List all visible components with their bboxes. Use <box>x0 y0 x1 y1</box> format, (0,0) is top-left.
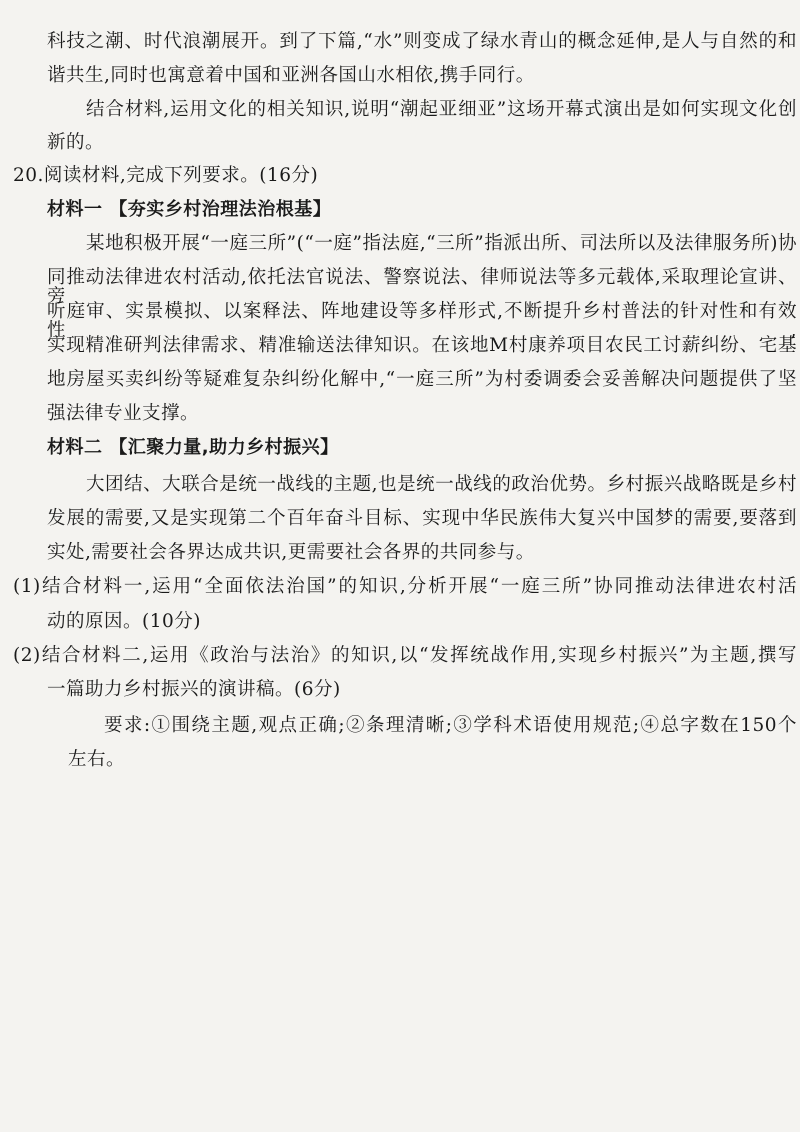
material-one-line-5: 地房屋买卖纠纷等疑难复杂纠纷化解中,“一庭三所”为村委调委会妥善解决问题提供了坚 <box>47 369 797 390</box>
material-one-line-2: 同推动法律进农村活动,依托法官说法、警察说法、律师说法等多元载体,采取理论宣讲、旁 <box>47 267 797 307</box>
subquestion-1-line-2: 动的原因。(10分) <box>47 611 201 632</box>
material-two-line-2: 发展的需要,又是实现第二个百年奋斗目标、实现中华民族伟大复兴中国梦的需要,要落到 <box>47 508 797 529</box>
question-prompt-line-1: 结合材料,运用文化的相关知识,说明“潮起亚细亚”这场开幕式演出是如何实现文化创 <box>86 99 797 120</box>
material-one-line-6: 强法律专业支撑。 <box>47 403 200 424</box>
material-one-line-3: 听庭审、实景模拟、以案释法、阵地建设等多样形式,不断提升乡村普法的针对性和有效性, <box>47 301 797 341</box>
material-two-line-3: 实处,需要社会各界达成共识,更需要社会各界的共同参与。 <box>47 542 535 563</box>
material-two-title: 材料二 【汇聚力量,助力乡村振兴】 <box>47 437 339 458</box>
subquestion-2-line-1: (2)结合材料二,运用《政治与法治》的知识,以“发挥统战作用,实现乡村振兴”为主题,撰写 <box>13 645 797 666</box>
material-two-line-1: 大团结、大联合是统一战线的主题,也是统一战线的政治优势。乡村振兴战略既是乡村 <box>86 474 797 495</box>
subquestion-2-line-2: 一篇助力乡村振兴的演讲稿。(6分) <box>47 679 341 700</box>
question-20-heading: 20.阅读材料,完成下列要求。(16分) <box>13 165 319 186</box>
subquestion-1-line-1: (1)结合材料一,运用“全面依法治国”的知识,分析开展“一庭三所”协同推动法律进农村活 <box>13 576 797 597</box>
text-line-2: 谐共生,同时也寓意着中国和亚洲各国山水相依,携手同行。 <box>47 65 535 86</box>
requirements-line-2: 左右。 <box>68 749 126 770</box>
material-one-title: 材料一 【夯实乡村治理法治根基】 <box>47 199 332 220</box>
requirements-line-1: 要求:①围绕主题,观点正确;②条理清晰;③学科术语使用规范;④总字数在150个 <box>104 715 797 736</box>
material-one-line-1: 某地积极开展“一庭三所”(“一庭”指法庭,“三所”指派出所、司法所以及法律服务所)协 <box>86 233 797 254</box>
text-line-1: 科技之潮、时代浪潮展开。到了下篇,“水”则变成了绿水青山的概念延伸,是人与自然的和 <box>47 31 797 52</box>
question-prompt-line-2: 新的。 <box>47 132 105 153</box>
material-one-line-4: 实现精准研判法律需求、精准输送法律知识。在该地M村康养项目农民工讨薪纠纷、宅基 <box>47 335 797 356</box>
